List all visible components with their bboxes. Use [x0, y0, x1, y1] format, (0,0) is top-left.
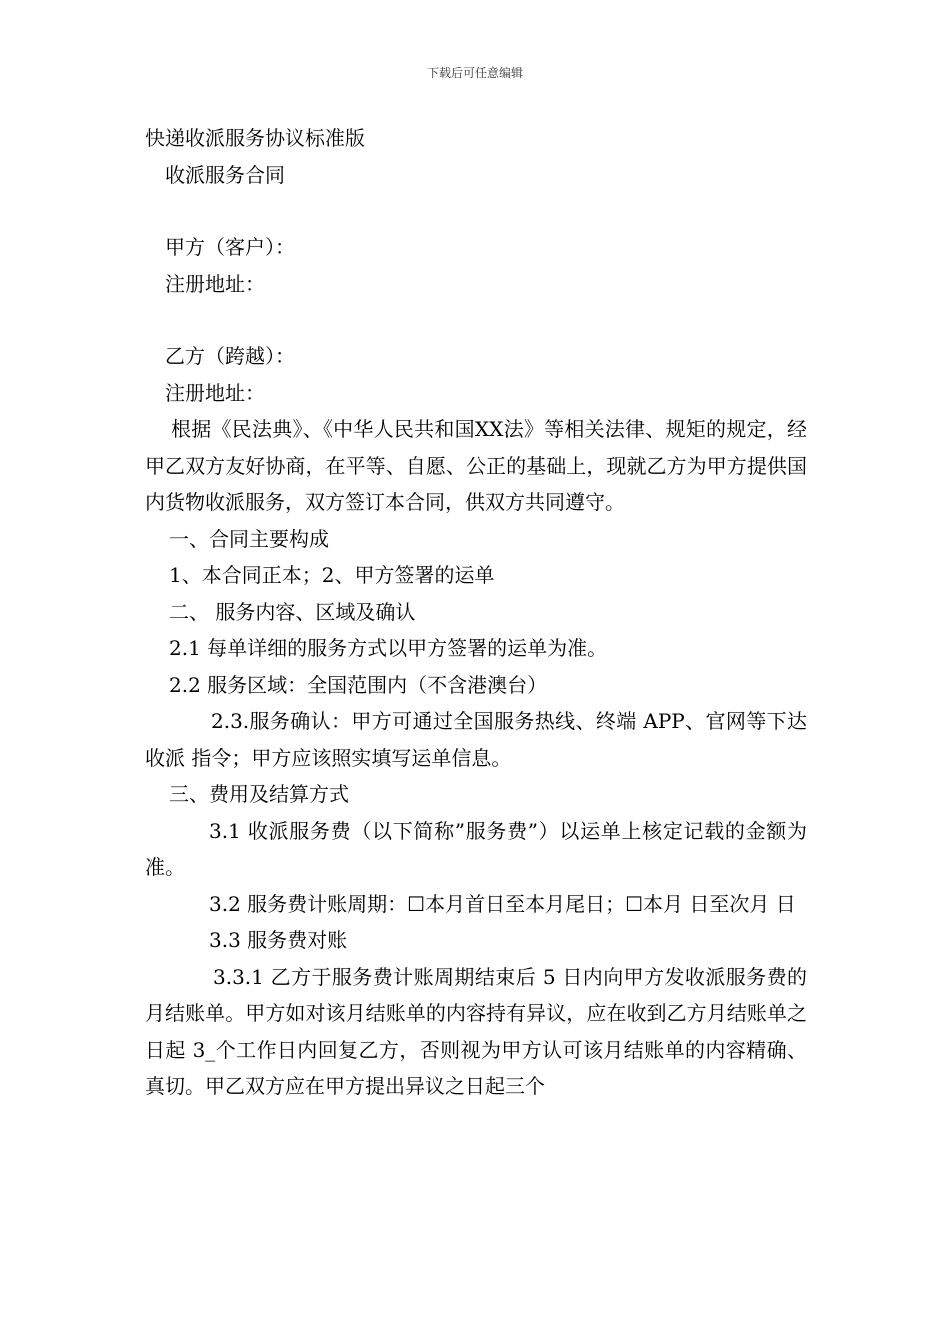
party-b-label: 乙方（跨越）：	[165, 344, 295, 368]
clause-3-3-1: 3.3.1 乙方于服务费计账周期结束后 5 日内向甲方发收派服务费的月结账单。甲方如对该月结账单的内容持有异议，应在收到乙方月结账单之日起 3_个工作日内回复乙方，否则视为甲方认可该月结账单的内容精确、真切。甲乙双方应在甲方提出异议之日起三个	[145, 964, 807, 1098]
section-1-item: 1、本合同正本；2、甲方签署的运单	[169, 563, 495, 587]
page-header: 下载后可任意编辑	[426, 66, 523, 80]
party-a-address-label: 注册地址：	[165, 271, 265, 296]
preamble-paragraph: 根据《民法典》、《中华人民共和国XX法》等相关法律、规矩的规定，经甲乙双方友好协商，在平等、自愿、公正的基础上，现就乙方为甲方提供国内货物收派服务，双方签订本合同，供双方共同遵守。	[145, 417, 807, 514]
spacer	[145, 302, 807, 338]
clause-2-2: 2.2 服务区域：全国范围内（不含港澳台）	[169, 672, 548, 697]
contract-document	[145, 120, 807, 1105]
section-3-heading: 三、费用及结算方式	[169, 782, 349, 806]
clause-3-3: 3.3 服务费对账	[209, 928, 348, 952]
party-a-label: 甲方（客户）：	[165, 235, 295, 259]
party-b-address-label: 注册地址：	[165, 380, 265, 405]
contract-subtitle: 收派服务合同	[165, 162, 285, 187]
spacer	[145, 193, 807, 229]
clause-2-1: 2.1 每单详细的服务方式以甲方签署的运单为准。	[169, 636, 608, 660]
document-title: 快递收派服务协议标准版	[145, 126, 365, 150]
clause-3-1: 3.1 收派服务费（以下简称”服务费”）以运单上核定记载的金额为准。	[145, 818, 807, 879]
clause-2-3: 2.3.服务确认：甲方可通过全国服务热线、终端 APP、官网等下达收派 指令；甲方应该照实填写运单信息。	[145, 709, 807, 770]
section-1-heading: 一、合同主要构成	[169, 526, 329, 551]
clause-3-2: 3.2 服务费计账周期：☐本月首日至本月尾日；☐本月 日至次月 日	[209, 891, 796, 916]
section-2-heading: 二、 服务内容、区域及确认	[169, 599, 416, 624]
